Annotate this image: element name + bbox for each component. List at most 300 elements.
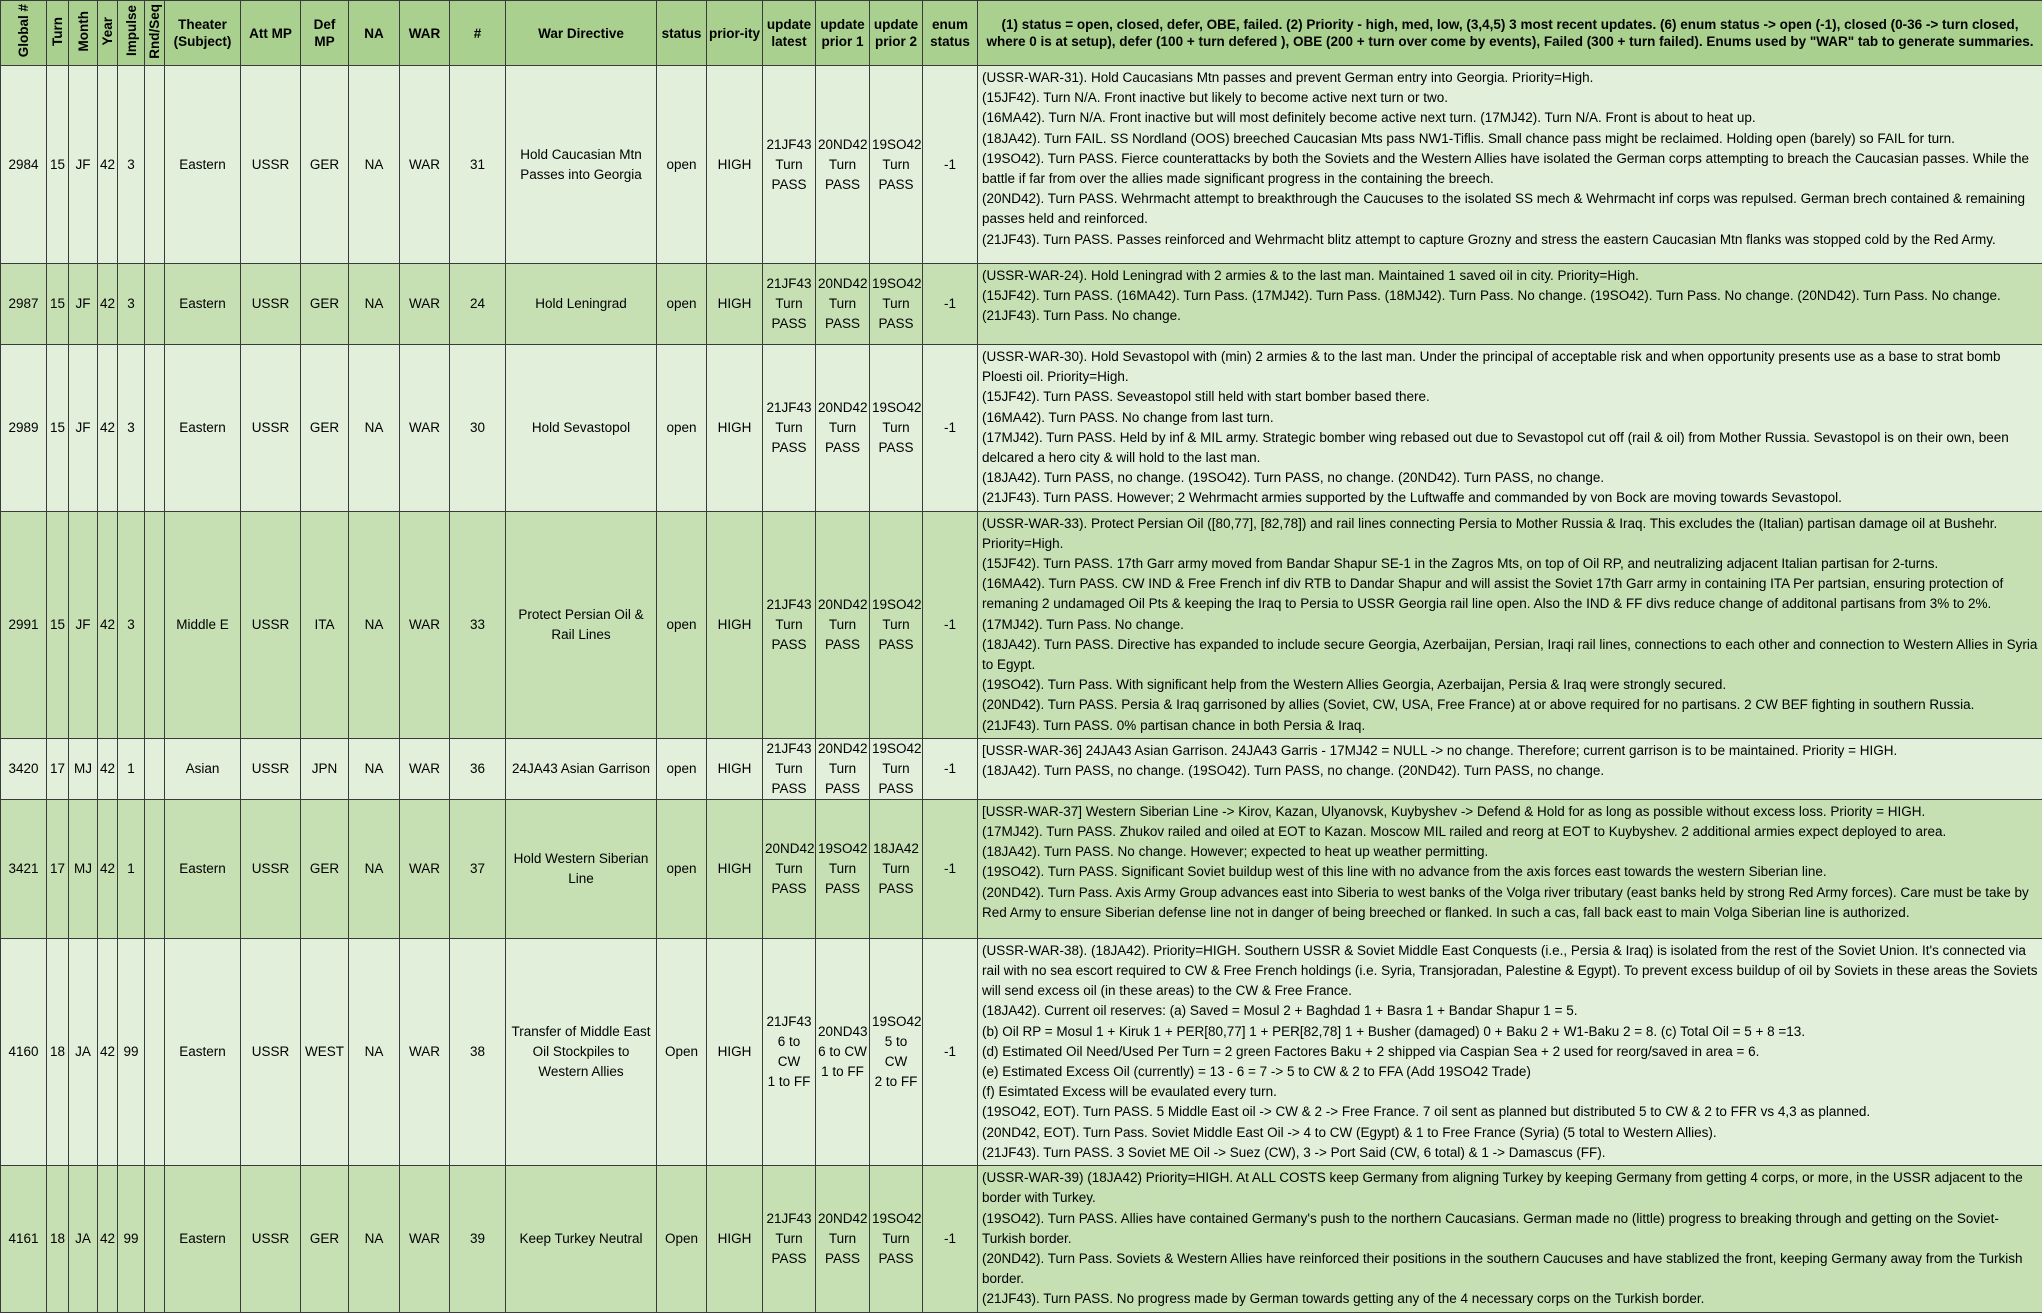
update-line: 21JF43 — [765, 1012, 813, 1032]
note-line: (18JA42). Turn FAIL. SS Nordland (OOS) breeched Caucasian Mts pass NW1-Tiflis. Small chance pass might be reclaimed. Holding open (barely) so FAIL for turn. — [982, 129, 2038, 149]
cell-month[interactable]: JF — [69, 511, 98, 738]
cell-na[interactable]: NA — [349, 264, 400, 345]
table-row — [1, 345, 2042, 512]
col-legend[interactable]: (1) status = open, closed, defer, OBE, failed. (2) Priority - high, med, low, (3,4,5) 3 most recent updates. (6) enum status -> open (-1), closed (0-36 -> turn closed, where 0 is at setup), defer (100 + turn defered ), OBE (200 + turn over come by events), Failed (300 + turn failed). Enums used by "WAR" tab to generate summaries. — [978, 1, 2042, 66]
cell-month[interactable]: JF — [69, 66, 98, 264]
note-line: (USSR-WAR-24). Hold Leningrad with 2 armies & to the last man. Maintained 1 saved oil in city. Priority=High. — [982, 266, 2038, 286]
cell-att-mp[interactable]: USSR — [241, 345, 301, 512]
note-line: (USSR-WAR-39) (18JA42) Priority=HIGH. At ALL COSTS keep Germany from aligning Turkey by keeping Germany from getting 4 corps, or more, in the USSR adjacent to the border with Turkey. — [982, 1168, 2038, 1208]
cell-update-prior2[interactable] — [870, 738, 923, 799]
cell-def-mp[interactable]: GER — [301, 799, 349, 938]
update-line: 19SO42 — [872, 135, 920, 155]
cell-rnd-seq[interactable] — [145, 511, 165, 738]
update-line: PASS — [872, 175, 920, 195]
cell-update-prior1[interactable] — [816, 1166, 870, 1312]
update-line: Turn — [818, 615, 867, 635]
cell-number[interactable]: 39 — [450, 1166, 506, 1312]
cell-turn[interactable]: 18 — [47, 1166, 69, 1312]
cell-rnd-seq[interactable] — [145, 66, 165, 264]
cell-month[interactable]: JF — [69, 345, 98, 512]
note-line: (19SO42, EOT). Turn PASS. 5 Middle East oil -> CW & 2 -> Free France. 7 oil sent as planned but distributed 5 to CW & 2 to FFR vs 4,3 as planned. — [982, 1102, 2038, 1122]
note-line: (21JF43). Turn PASS. 0% partisan chance in both Persia & Iraq. — [982, 716, 2038, 736]
note-line: (19SO42). Turn Pass. With significant help from the Western Allies Georgia, Azerbaijan, Persia & Iraq were strongly secured. — [982, 675, 2038, 695]
col-number[interactable]: # — [450, 1, 506, 66]
note-line: (18JA42). Turn PASS. No change. However; expected to heat up weather permitting. — [982, 842, 2038, 862]
cell-year[interactable]: 42 — [98, 738, 118, 799]
header-row — [1, 1, 2042, 66]
note-line: (17MJ42). Turn PASS. Zhukov railed and oiled at EOT to Kazan. Moscow MIL railed and reorg at EOT to Kuybyshev. 2 additional armies expect deployed to area. — [982, 822, 2038, 842]
update-line: 19SO42 — [872, 595, 920, 615]
cell-turn[interactable]: 15 — [47, 264, 69, 345]
note-line: [USSR-WAR-36] 24JA43 Asian Garrison. 24JA43 Garris - 17MJ42 = NULL -> no change. Therefore; current garrison is to be maintained. Priority = HIGH. — [982, 741, 2038, 761]
update-line: Turn — [765, 418, 813, 438]
note-line: (e) Estimated Excess Oil (currently) = 13 - 6 = 7 -> 5 to CW & 2 to FFA (Add 19SO42 Trade) — [982, 1062, 2038, 1082]
col-year[interactable]: Year — [98, 1, 118, 66]
cell-att-mp[interactable]: USSR — [241, 264, 301, 345]
update-line: Turn — [872, 759, 920, 779]
cell-year[interactable]: 42 — [98, 1166, 118, 1312]
cell-notes[interactable] — [978, 345, 2042, 512]
cell-na[interactable]: NA — [349, 1166, 400, 1312]
update-line: PASS — [818, 1249, 867, 1269]
update-line: 21JF43 — [765, 135, 813, 155]
note-line: (18JA42). Current oil reserves: (a) Saved = Mosul 2 + Baghdad 1 + Basra 1 + Bandar Shapur 1 = 5. — [982, 1001, 2038, 1021]
cell-status[interactable]: Open — [657, 1166, 707, 1312]
note-line: (15JF42). Turn PASS. (16MA42). Turn Pass. (17MJ42). Turn Pass. (18MJ42). Turn Pass. No change. (19SO42). Turn Pass. No change. (20ND42). Turn Pass. No change. — [982, 286, 2038, 306]
col-global[interactable]: Global # — [1, 1, 47, 66]
note-line: (USSR-WAR-33). Protect Persian Oil ([80,77], [82,78]) and rail lines connecting Persia to Mother Russia & Iraq. This excludes the (Italian) partisan damage oil at Bushehr. Priority=High. — [982, 514, 2038, 554]
cell-update-prior2[interactable] — [870, 345, 923, 512]
note-line: (17MJ42). Turn Pass. No change. — [982, 615, 2038, 635]
update-line: 19SO42 — [872, 1209, 920, 1229]
update-line: 20ND42 — [818, 1209, 867, 1229]
cell-impulse[interactable]: 1 — [118, 799, 145, 938]
note-line: (15JF42). Turn N/A. Front inactive but likely to become active next turn or two. — [982, 88, 2038, 108]
cell-war[interactable]: WAR — [400, 264, 450, 345]
cell-global[interactable]: 2989 — [1, 345, 47, 512]
update-line: 20ND42 — [818, 274, 867, 294]
cell-update-latest[interactable] — [763, 799, 816, 938]
update-line: Turn — [818, 418, 867, 438]
cell-impulse[interactable]: 3 — [118, 264, 145, 345]
cell-priority[interactable]: HIGH — [707, 1166, 763, 1312]
cell-priority[interactable]: HIGH — [707, 264, 763, 345]
cell-def-mp[interactable]: JPN — [301, 738, 349, 799]
col-rnd-seq[interactable]: Rnd/Seq — [145, 1, 165, 66]
note-line: (f) Esimtated Excess will be evaulated every turn. — [982, 1082, 2038, 1102]
cell-notes[interactable] — [978, 511, 2042, 738]
cell-theater[interactable]: Eastern — [165, 345, 241, 512]
cell-number[interactable]: 36 — [450, 738, 506, 799]
cell-att-mp[interactable]: USSR — [241, 1166, 301, 1312]
cell-update-prior2[interactable] — [870, 264, 923, 345]
note-line: (16MA42). Turn N/A. Front inactive but will most definitely become active next turn. (17MJ42). Turn N/A. Front is about to heat up. — [982, 108, 2038, 128]
cell-update-prior2[interactable] — [870, 511, 923, 738]
cell-update-latest[interactable] — [763, 511, 816, 738]
cell-notes[interactable] — [978, 938, 2042, 1165]
note-line: (19SO42). Turn PASS. Significant Soviet buildup west of this line with no advance from the axis forces east towards the western Siberian line. — [982, 862, 2038, 882]
note-line: (20ND42). Turn Pass. Axis Army Group advances east into Siberia to west banks of the Volga river tributary (east banks held by strong Red Army forces). Care must be take by Red Army to ensure Siberian defense line not in danger of being breeched or flanked. In such a cas, fall back east to main Volga Siberian line is authorized. — [982, 883, 2038, 923]
cell-att-mp[interactable]: USSR — [241, 511, 301, 738]
update-line: 20ND42 — [818, 398, 867, 418]
cell-notes[interactable] — [978, 66, 2042, 264]
cell-update-latest[interactable] — [763, 938, 816, 1165]
cell-update-latest[interactable] — [763, 264, 816, 345]
update-line: PASS — [818, 438, 867, 458]
cell-global[interactable]: 3421 — [1, 799, 47, 938]
cell-global[interactable]: 3420 — [1, 738, 47, 799]
update-line: 20ND42 — [818, 739, 867, 759]
cell-number[interactable]: 30 — [450, 345, 506, 512]
cell-month[interactable]: JF — [69, 264, 98, 345]
cell-war[interactable]: WAR — [400, 1166, 450, 1312]
cell-notes[interactable] — [978, 264, 2042, 345]
col-month[interactable]: Month — [69, 1, 98, 66]
cell-month[interactable]: JA — [69, 1166, 98, 1312]
cell-theater[interactable]: Eastern — [165, 938, 241, 1165]
update-line: PASS — [872, 314, 920, 334]
cell-year[interactable]: 42 — [98, 938, 118, 1165]
cell-theater[interactable]: Eastern — [165, 264, 241, 345]
cell-notes[interactable] — [978, 1166, 2042, 1312]
note-line: (15JF42). Turn PASS. Seveastopol still held with start bomber based there. — [982, 387, 2038, 407]
cell-war[interactable]: WAR — [400, 738, 450, 799]
update-line: PASS — [818, 779, 867, 799]
note-line: (21JF43). Turn PASS. No progress made by German towards getting any of the 4 necessary corps on the Turkish border. — [982, 1289, 2038, 1309]
cell-update-prior1[interactable] — [816, 511, 870, 738]
cell-year[interactable]: 42 — [98, 345, 118, 512]
cell-na[interactable]: NA — [349, 511, 400, 738]
update-line: PASS — [872, 879, 920, 899]
update-line: 6 to CW — [818, 1042, 867, 1062]
note-line: (d) Estimated Oil Need/Used Per Turn = 2 green Factores Baku + 2 shipped via Caspian Sea + 2 used for reorg/saved in area = 6. — [982, 1042, 2038, 1062]
cell-update-prior1[interactable] — [816, 938, 870, 1165]
cell-rnd-seq[interactable] — [145, 938, 165, 1165]
update-line: PASS — [765, 1249, 813, 1269]
cell-update-latest[interactable] — [763, 345, 816, 512]
cell-enum-status[interactable]: -1 — [923, 1166, 978, 1312]
update-line: 19SO42 — [872, 274, 920, 294]
cell-status[interactable]: open — [657, 799, 707, 938]
cell-update-prior1[interactable] — [816, 738, 870, 799]
update-line: 6 to CW — [765, 1032, 813, 1072]
cell-number[interactable]: 31 — [450, 66, 506, 264]
cell-number[interactable]: 38 — [450, 938, 506, 1165]
cell-war-directive[interactable]: Hold Sevastopol — [506, 345, 657, 512]
cell-priority[interactable]: HIGH — [707, 345, 763, 512]
table-row — [1, 511, 2042, 738]
cell-priority[interactable]: HIGH — [707, 938, 763, 1165]
update-line: Turn — [765, 859, 813, 879]
update-line: 5 to CW — [872, 1032, 920, 1072]
update-line: 21JF43 — [765, 398, 813, 418]
update-line: 20ND43 — [818, 1022, 867, 1042]
cell-year[interactable]: 42 — [98, 799, 118, 938]
cell-theater[interactable]: Middle E — [165, 511, 241, 738]
update-line: 19SO42 — [872, 1012, 920, 1032]
update-line: PASS — [765, 779, 813, 799]
cell-war-directive[interactable]: Hold Western Siberian Line — [506, 799, 657, 938]
update-line: Turn — [872, 615, 920, 635]
cell-update-prior2[interactable] — [870, 1166, 923, 1312]
cell-turn[interactable]: 18 — [47, 938, 69, 1165]
update-line: 1 to FF — [765, 1072, 813, 1092]
col-att-mp[interactable]: Att MP — [241, 1, 301, 66]
cell-priority[interactable]: HIGH — [707, 511, 763, 738]
cell-rnd-seq[interactable] — [145, 345, 165, 512]
note-line: (21JF43). Turn PASS. 3 Soviet ME Oil -> Suez (CW), 3 -> Port Said (CW, 6 total) & 1 -> Damascus (FF). — [982, 1143, 2038, 1163]
cell-war[interactable]: WAR — [400, 938, 450, 1165]
cell-update-prior2[interactable] — [870, 938, 923, 1165]
cell-war[interactable]: WAR — [400, 66, 450, 264]
cell-rnd-seq[interactable] — [145, 1166, 165, 1312]
cell-na[interactable]: NA — [349, 345, 400, 512]
update-line: PASS — [765, 175, 813, 195]
cell-impulse[interactable]: 3 — [118, 66, 145, 264]
cell-theater[interactable]: Eastern — [165, 1166, 241, 1312]
update-line: 21JF43 — [765, 274, 813, 294]
note-line: (17MJ42). Turn PASS. Held by inf & MIL army. Strategic bomber wing rebased out due to Sevastopol cut off (rail & oil) from Mother Russia. Sevastopol is on their own, been delcared a hero city & will hold to the last man. — [982, 428, 2038, 468]
cell-notes[interactable] — [978, 799, 2042, 938]
note-line: (20ND42). Turn PASS. Persia & Iraq garrisoned by allies (Soviet, CW, USA, Free France) at or above required for no partisans. 2 CW BEF fighting in southern Russia. — [982, 695, 2038, 715]
cell-war[interactable]: WAR — [400, 799, 450, 938]
col-war-directive[interactable]: War Directive — [506, 1, 657, 66]
col-war[interactable]: WAR — [400, 1, 450, 66]
cell-month[interactable]: MJ — [69, 738, 98, 799]
cell-theater[interactable]: Asian — [165, 738, 241, 799]
cell-na[interactable]: NA — [349, 799, 400, 938]
cell-month[interactable]: JA — [69, 938, 98, 1165]
cell-notes[interactable] — [978, 738, 2042, 799]
note-line: (18JA42). Turn PASS. Directive has expanded to include secure Georgia, Azerbaijan, Persian, Iraqi rail lines, connections to each other and connection to Western Allies in Syria to Egypt. — [982, 635, 2038, 675]
col-update-prior1[interactable]: update prior 1 — [816, 1, 870, 66]
col-status[interactable]: status — [657, 1, 707, 66]
cell-status[interactable]: open — [657, 345, 707, 512]
update-line: Turn — [872, 859, 920, 879]
note-line: (20ND42). Turn PASS. Wehrmacht attempt to breakthrough the Caucuses to the isolated SS mech & Wehrmacht inf corps was repulsed. German brech contained & remaining passes held and reinforced. — [982, 189, 2038, 229]
col-update-prior2[interactable]: update prior 2 — [870, 1, 923, 66]
cell-rnd-seq[interactable] — [145, 799, 165, 938]
cell-update-prior2[interactable] — [870, 799, 923, 938]
cell-war-directive[interactable]: Hold Caucasian Mtn Passes into Georgia — [506, 66, 657, 264]
cell-def-mp[interactable]: GER — [301, 1166, 349, 1312]
update-line: PASS — [765, 879, 813, 899]
cell-update-prior2[interactable] — [870, 66, 923, 264]
table-body — [1, 66, 2042, 1313]
cell-priority[interactable]: HIGH — [707, 738, 763, 799]
update-line: Turn — [765, 615, 813, 635]
update-line: Turn — [818, 859, 867, 879]
update-line: Turn — [818, 1229, 867, 1249]
cell-war[interactable]: WAR — [400, 345, 450, 512]
update-line: Turn — [872, 294, 920, 314]
update-line: 21JF43 — [765, 739, 813, 759]
update-line: Turn — [765, 294, 813, 314]
cell-enum-status[interactable]: -1 — [923, 738, 978, 799]
table-row — [1, 264, 2042, 345]
update-line: PASS — [872, 438, 920, 458]
update-line: 2 to FF — [872, 1072, 920, 1092]
update-line: Turn — [818, 294, 867, 314]
update-line: PASS — [765, 314, 813, 334]
cell-update-latest[interactable] — [763, 1166, 816, 1312]
note-line: [USSR-WAR-37] Western Siberian Line -> Kirov, Kazan, Ulyanovsk, Kuybyshev -> Defend & Hold for as long as possible without excess loss. Priority = HIGH. — [982, 802, 2038, 822]
cell-war[interactable]: WAR — [400, 511, 450, 738]
cell-turn[interactable]: 15 — [47, 511, 69, 738]
note-line: (19SO42). Turn PASS. Fierce counterattacks by both the Soviets and the Western Allies have isolated the German corps attempting to breach the Caucasian passes. While the battle if far from over the allies made significant progress in the containing the breech. — [982, 149, 2038, 189]
update-line: 21JF43 — [765, 595, 813, 615]
cell-def-mp[interactable]: ITA — [301, 511, 349, 738]
table-row — [1, 938, 2042, 1165]
cell-update-latest[interactable] — [763, 66, 816, 264]
note-line: (USSR-WAR-31). Hold Caucasians Mtn passes and prevent German entry into Georgia. Priority=High. — [982, 68, 2038, 88]
cell-impulse[interactable]: 1 — [118, 738, 145, 799]
cell-enum-status[interactable]: -1 — [923, 938, 978, 1165]
update-line: Turn — [765, 1229, 813, 1249]
note-line: (20ND42, EOT). Turn Pass. Soviet Middle East Oil -> 4 to CW (Egypt) & 1 to Free France (Syria) (5 total to Western Allies). — [982, 1123, 2038, 1143]
note-line: (USSR-WAR-38). (18JA42). Priority=HIGH. Southern USSR & Soviet Middle East Conquests (i.e., Persia & Iraq) is isolated from the rest of the Soviet Union. It's connected via rail with no sea escort required to CW & Free French holdings (i.e. Syria, Transjoradan, Palestine & Egypt). To prevent excess buildup of oil by Soviets in these areas the Soviets will send excess oil (in these areas) to the CW & Free France. — [982, 941, 2038, 1002]
cell-war-directive[interactable]: Hold Leningrad — [506, 264, 657, 345]
update-line: 19SO42 — [872, 739, 920, 759]
cell-global[interactable]: 4160 — [1, 938, 47, 1165]
cell-turn[interactable]: 17 — [47, 799, 69, 938]
table-row — [1, 799, 2042, 938]
note-line: (21JF43). Turn PASS. Passes reinforced and Wehrmacht blitz attempt to capture Grozny and stress the eastern Caucasian Mtn flanks was stopped cold by the Red Army. — [982, 230, 2038, 250]
cell-na[interactable]: NA — [349, 738, 400, 799]
note-line: (b) Oil RP = Mosul 1 + Kiruk 1 + PER[80,77] 1 + PER[82,78] 1 + Busher (damaged) 0 + Baku 2 + W1-Baku 2 = 8. (c) Total Oil = 5 + 8 =13. — [982, 1022, 2038, 1042]
cell-theater[interactable]: Eastern — [165, 799, 241, 938]
cell-impulse[interactable]: 99 — [118, 1166, 145, 1312]
cell-priority[interactable]: HIGH — [707, 66, 763, 264]
cell-enum-status[interactable]: -1 — [923, 799, 978, 938]
update-line: Turn — [818, 155, 867, 175]
update-line: 1 to FF — [818, 1062, 867, 1082]
cell-att-mp[interactable]: USSR — [241, 738, 301, 799]
cell-war-directive[interactable]: Protect Persian Oil & Rail Lines — [506, 511, 657, 738]
col-enum-status[interactable]: enum status — [923, 1, 978, 66]
cell-enum-status[interactable]: -1 — [923, 511, 978, 738]
update-line: PASS — [872, 779, 920, 799]
cell-year[interactable]: 42 — [98, 264, 118, 345]
cell-number[interactable]: 24 — [450, 264, 506, 345]
cell-status[interactable]: open — [657, 738, 707, 799]
cell-update-prior1[interactable] — [816, 799, 870, 938]
update-line: 20ND42 — [818, 135, 867, 155]
note-line: (19SO42). Turn PASS. Allies have contained Germany's push to the northern Caucasians. German made no (little) progress to breaking through and getting on the Soviet-Turkish border. — [982, 1209, 2038, 1249]
cell-war-directive[interactable]: Transfer of Middle East Oil Stockpiles to Western Allies — [506, 938, 657, 1165]
update-line: 20ND42 — [818, 595, 867, 615]
update-line: 19SO42 — [818, 839, 867, 859]
update-line: PASS — [818, 635, 867, 655]
cell-def-mp[interactable]: WEST — [301, 938, 349, 1165]
update-line: Turn — [872, 418, 920, 438]
cell-rnd-seq[interactable] — [145, 264, 165, 345]
cell-impulse[interactable]: 3 — [118, 345, 145, 512]
update-line: PASS — [872, 635, 920, 655]
cell-status[interactable]: open — [657, 511, 707, 738]
update-line: Turn — [765, 155, 813, 175]
update-line: PASS — [818, 879, 867, 899]
cell-status[interactable]: open — [657, 66, 707, 264]
update-line: 18JA42 — [872, 839, 920, 859]
col-impulse[interactable]: Impulse — [118, 1, 145, 66]
update-line: 21JF43 — [765, 1209, 813, 1229]
cell-update-prior1[interactable] — [816, 264, 870, 345]
col-turn[interactable]: Turn — [47, 1, 69, 66]
cell-global[interactable]: 2987 — [1, 264, 47, 345]
col-na[interactable]: NA — [349, 1, 400, 66]
cell-war-directive[interactable]: Keep Turkey Neutral — [506, 1166, 657, 1312]
cell-def-mp[interactable]: GER — [301, 66, 349, 264]
cell-priority[interactable]: HIGH — [707, 799, 763, 938]
cell-status[interactable]: Open — [657, 938, 707, 1165]
update-line: PASS — [872, 1249, 920, 1269]
cell-update-latest[interactable] — [763, 738, 816, 799]
cell-war-directive[interactable]: 24JA43 Asian Garrison — [506, 738, 657, 799]
cell-att-mp[interactable]: USSR — [241, 938, 301, 1165]
col-update-latest[interactable]: update latest — [763, 1, 816, 66]
cell-status[interactable]: open — [657, 264, 707, 345]
update-line: PASS — [818, 314, 867, 334]
cell-att-mp[interactable]: USSR — [241, 66, 301, 264]
update-line: Turn — [818, 759, 867, 779]
col-def-mp[interactable]: Def MP — [301, 1, 349, 66]
cell-enum-status[interactable]: -1 — [923, 264, 978, 345]
update-line: Turn — [872, 1229, 920, 1249]
cell-update-prior1[interactable] — [816, 345, 870, 512]
note-line: (15JF42). Turn PASS. 17th Garr army moved from Bandar Shapur SE-1 in the Zagros Mts, on top of Oil RP, and neutralizing adjacent Italian partisan for 2-turns. — [982, 554, 2038, 574]
note-line: (18JA42). Turn PASS, no change. (19SO42). Turn PASS, no change. (20ND42). Turn PASS, no change. — [982, 761, 2038, 781]
cell-def-mp[interactable]: GER — [301, 345, 349, 512]
cell-update-prior1[interactable] — [816, 66, 870, 264]
cell-number[interactable]: 37 — [450, 799, 506, 938]
cell-enum-status[interactable]: -1 — [923, 66, 978, 264]
cell-turn[interactable]: 15 — [47, 66, 69, 264]
cell-turn[interactable]: 17 — [47, 738, 69, 799]
cell-global[interactable]: 4161 — [1, 1166, 47, 1312]
cell-global[interactable]: 2991 — [1, 511, 47, 738]
col-priority[interactable]: prior-ity — [707, 1, 763, 66]
cell-global[interactable]: 2984 — [1, 66, 47, 264]
cell-impulse[interactable]: 99 — [118, 938, 145, 1165]
table-row — [1, 1166, 2042, 1312]
table-row — [1, 738, 2042, 799]
cell-rnd-seq[interactable] — [145, 738, 165, 799]
cell-year[interactable]: 42 — [98, 511, 118, 738]
update-line: PASS — [765, 438, 813, 458]
note-line: (USSR-WAR-30). Hold Sevastopol with (min) 2 armies & to the last man. Under the principal of acceptable risk and when opportunity presents use as a base to strat bomb Ploesti oil. Priority=High. — [982, 347, 2038, 387]
cell-number[interactable]: 33 — [450, 511, 506, 738]
cell-impulse[interactable]: 3 — [118, 511, 145, 738]
note-line: (16MA42). Turn PASS. CW IND & Free French inf div RTB to Dandar Shapur and will assist the Soviet 17th Garr army in containing ITA Per partsian, ensuring protection of remaning 2 undamaged Oil Pts & keeping the Iraq to Persia to USSR Georgia rail line open. Also the IND & FF divs reduce change of additonal partisans from 3% to 2%. — [982, 574, 2038, 614]
update-line: PASS — [818, 175, 867, 195]
update-line: Turn — [765, 759, 813, 779]
note-line: (18JA42). Turn PASS, no change. (19SO42). Turn PASS, no change. (20ND42). Turn PASS, no change. — [982, 468, 2038, 488]
cell-enum-status[interactable]: -1 — [923, 345, 978, 512]
cell-na[interactable]: NA — [349, 938, 400, 1165]
cell-att-mp[interactable]: USSR — [241, 799, 301, 938]
cell-turn[interactable]: 15 — [47, 345, 69, 512]
note-line: (20ND42). Turn Pass. Soviets & Western Allies have reinforced their positions in the southern Caucuses and have stablized the front, keeping Germany away from the Turkish border. — [982, 1249, 2038, 1289]
update-line: PASS — [765, 635, 813, 655]
cell-year[interactable]: 42 — [98, 66, 118, 264]
cell-na[interactable]: NA — [349, 66, 400, 264]
cell-theater[interactable]: Eastern — [165, 66, 241, 264]
col-theater[interactable]: Theater (Subject) — [165, 1, 241, 66]
cell-def-mp[interactable]: GER — [301, 264, 349, 345]
note-line: (16MA42). Turn PASS. No change from last turn. — [982, 408, 2038, 428]
cell-month[interactable]: MJ — [69, 799, 98, 938]
